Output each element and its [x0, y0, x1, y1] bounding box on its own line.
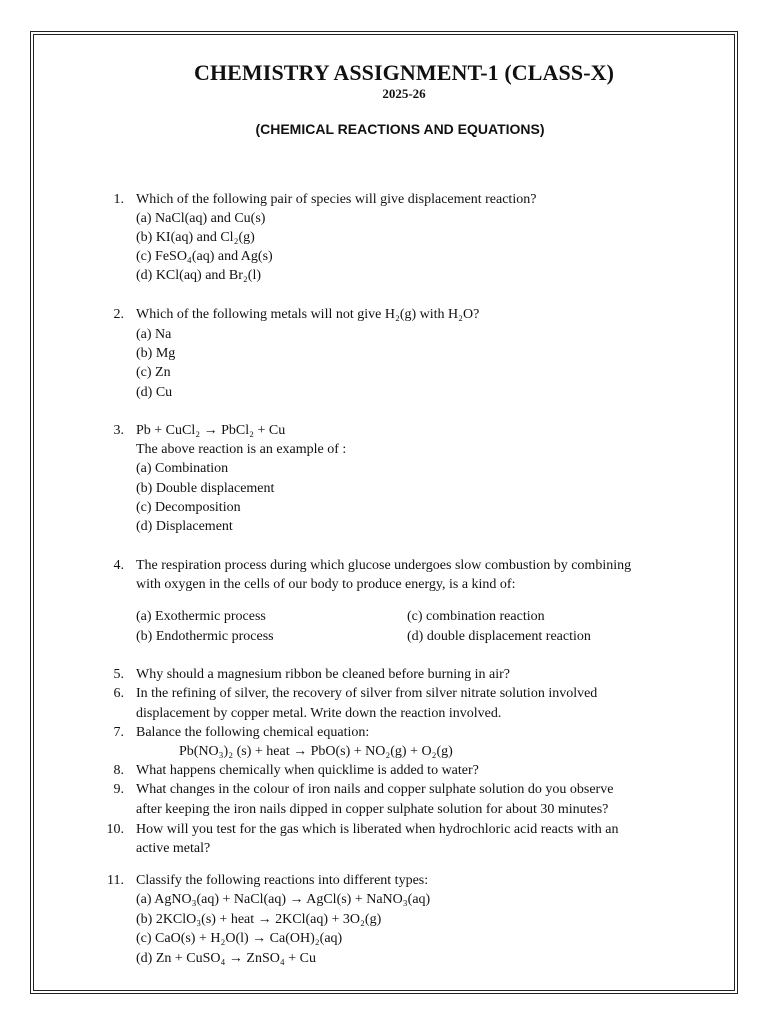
option: (c) combination reaction [407, 609, 545, 624]
option: (b) Mg [136, 346, 176, 361]
option: (b) Endothermic process [136, 629, 274, 644]
option: (a) NaCl(aq) and Cu(s) [136, 211, 266, 226]
question-text: with oxygen in the cells of our body to produce energy, is a kind of: [136, 577, 516, 592]
option: (c) Decomposition [136, 500, 241, 515]
question-number: 1. [113, 192, 124, 207]
question-number: 7. [113, 725, 124, 740]
question-text: How will you test for the gas which is liberated when hydrochloric acid reacts with an [136, 822, 619, 837]
question-text: active metal? [136, 841, 211, 856]
option: (c) FeSO₄(aq) and Ag(s) [136, 249, 273, 264]
question-text: after keeping the iron nails dipped in copper sulphate solution for about 30 minutes? [136, 802, 609, 817]
option: (b) 2KClO₃(s) + heat → 2KCl(aq) + 3O₂(g) [136, 912, 382, 927]
option: (a) Exothermic process [136, 609, 266, 624]
academic-year: 2025-26 [382, 86, 426, 101]
question-number: 5. [113, 667, 124, 682]
option: (d) KCl(aq) and Br₂(l) [136, 268, 262, 283]
document-title: CHEMISTRY ASSIGNMENT-1 (CLASS-X) [193, 60, 615, 85]
question-text: The above reaction is an example of : [136, 442, 347, 457]
question-text: The respiration process during which glucose undergoes slow combustion by combining [136, 558, 632, 573]
question-number: 8. [113, 763, 124, 778]
option: (a) Combination [136, 461, 229, 476]
option: (d) Displacement [136, 519, 233, 534]
question-text: displacement by copper metal. Write down the reaction involved. [136, 706, 502, 721]
question-text: Why should a magnesium ribbon be cleaned before burning in air? [136, 667, 510, 682]
question-text: Classify the following reactions into different types: [136, 873, 429, 888]
question-number: 9. [113, 782, 124, 797]
question-number: 2. [113, 307, 124, 322]
question-number: 4. [113, 558, 124, 573]
option: (d) double displacement reaction [407, 629, 591, 644]
chemical-equation: Pb(NO₃)₂ (s) + heat → PbO(s) + NO₂(g) + O₂(g) [179, 744, 453, 759]
option: (b) KI(aq) and Cl₂(g) [136, 230, 255, 245]
question-text: Balance the following chemical equation: [136, 725, 370, 740]
question-text: Pb + CuCl₂ → PbCl₂ + Cu [136, 423, 286, 438]
question-text: What happens chemically when quicklime is added to water? [136, 763, 479, 778]
question-number: 3. [113, 423, 124, 438]
chapter-subtitle: (CHEMICAL REACTIONS AND EQUATIONS) [255, 121, 545, 137]
option: (a) Na [136, 327, 172, 342]
option: (a) AgNO₃(aq) + NaCl(aq) → AgCl(s) + NaNO₃(aq) [136, 892, 431, 907]
question-number: 6. [113, 686, 124, 701]
option: (d) Zn + CuSO₄ → ZnSO₄ + Cu [136, 951, 316, 966]
option: (d) Cu [136, 385, 173, 400]
question-text: What changes in the colour of iron nails and copper sulphate solution do you observe [136, 782, 614, 797]
question-text: Which of the following pair of species will give displacement reaction? [136, 192, 537, 207]
option: (c) CaO(s) + H₂O(l) → Ca(OH)₂(aq) [136, 931, 343, 946]
question-text: In the refining of silver, the recovery of silver from silver nitrate solution involved [136, 686, 598, 701]
option: (b) Double displacement [136, 481, 275, 496]
option: (c) Zn [136, 365, 171, 380]
question-text: Which of the following metals will not give H₂(g) with H₂O? [136, 307, 480, 322]
question-number: 10. [106, 822, 124, 837]
question-number: 11. [107, 873, 124, 888]
